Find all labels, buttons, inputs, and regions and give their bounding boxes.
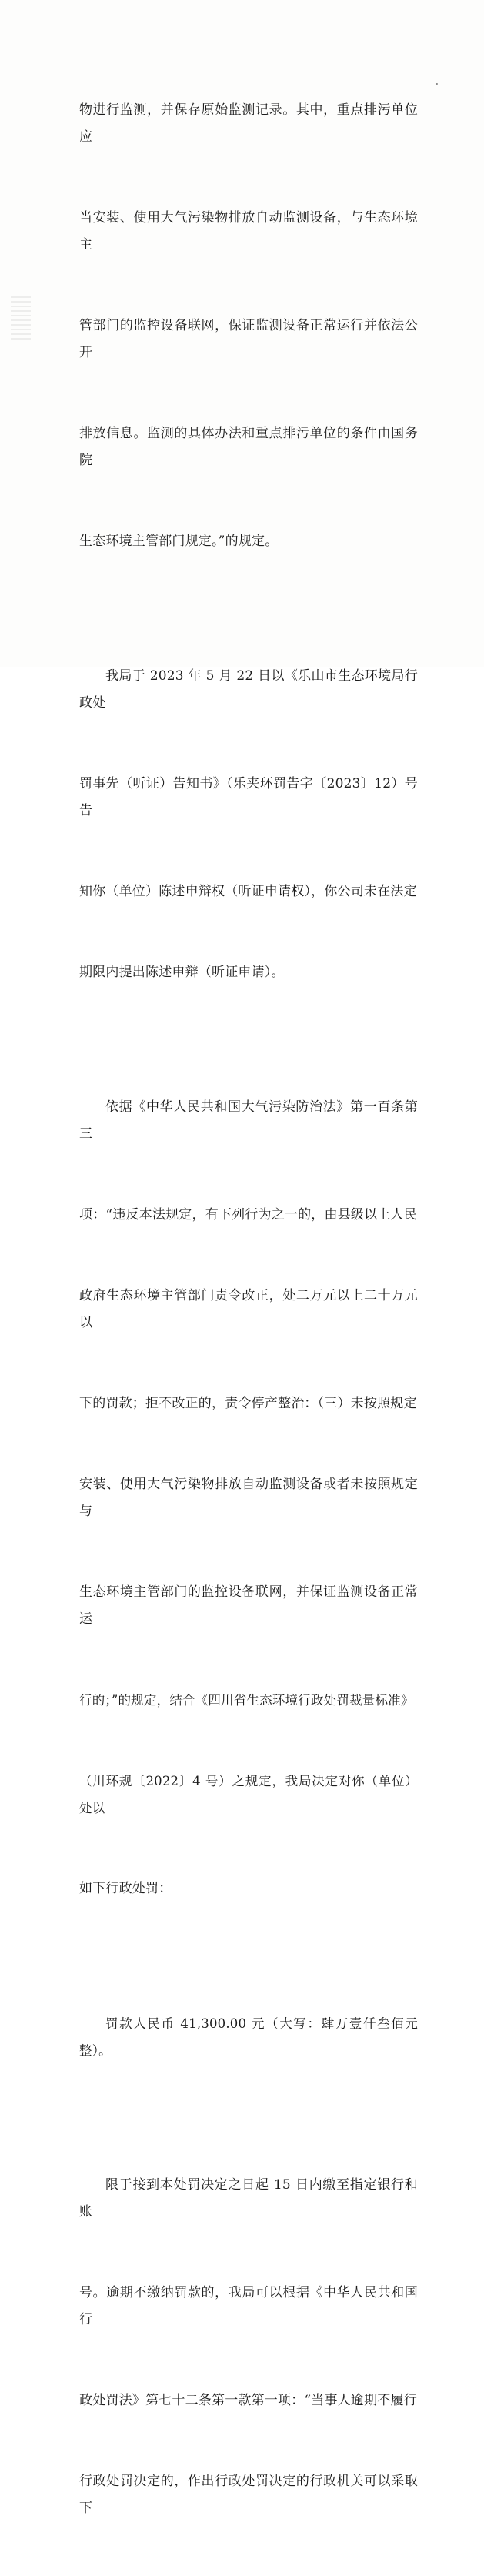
paragraph-monitoring-regulation <box>79 43 418 609</box>
text-line: 生态环境主管部门规定。”的规定。 <box>79 534 279 549</box>
text-line: 行的；”的规定，结合《四川省生态环境行政处罚裁量标准》 <box>79 1693 414 1708</box>
paragraph-payment-deadline <box>79 2118 418 2576</box>
text-line: （川环规〔2022〕4 号）之规定，我局决定对你（单位）处以 <box>79 1774 418 1815</box>
text-line: 如下行政处罚： <box>79 1881 172 1896</box>
text-line: 我局于 2023 年 5 月 22 日以《乐山市生态环境局行政处 <box>79 668 418 711</box>
text-line: 排放信息。监测的具体办法和重点排污单位的条件由国务院 <box>79 426 418 468</box>
text-line: 期限内提出陈述申辩（听证申请）。 <box>79 965 285 980</box>
text-line: 管部门的监控设备联网，保证监测设备正常运行并依法公开 <box>79 318 418 360</box>
text-line: 罚款人民币 41,300.00 元（大写：肆万壹仟叁佰元整）。 <box>79 2016 418 2058</box>
paragraph-prior-notice <box>79 609 418 1040</box>
text-line: 依据《中华人民共和国大气污染防治法》第一百条第三 <box>79 1099 418 1142</box>
text-line: 当安装、使用大气污染物排放自动监测设备，与生态环境主 <box>79 210 418 253</box>
document-body <box>79 43 418 2576</box>
scan-smudge <box>11 296 31 343</box>
text-line: 下的罚款；拒不改正的，责令停产整治：（三）未按照规定 <box>79 1396 417 1411</box>
text-line: 物进行监测，并保存原始监测记录。其中，重点排污单位应 <box>79 102 418 145</box>
text-line: 政处罚法》第七十二条第一款第一项：“当事人逾期不履行 <box>79 2393 417 2408</box>
paragraph-penalty-amount <box>79 1956 418 2118</box>
text-line: 项：“违反本法规定，有下列行为之一的，由县级以上人民 <box>79 1207 417 1223</box>
text-line: 政府生态环境主管部门责令改正，处二万元以上二十万元以 <box>79 1288 418 1330</box>
text-line: 号。逾期不缴纳罚款的，我局可以根据《中华人民共和国行 <box>79 2285 418 2327</box>
scan-speck <box>436 83 438 85</box>
text-line: 生态环境主管部门的监控设备联网，并保证监测设备正常运 <box>79 1584 418 1627</box>
paragraph-legal-basis <box>79 1040 418 1956</box>
text-line: 安装、使用大气污染物排放自动监测设备或者未按照规定与 <box>79 1477 418 1519</box>
text-line: 知你（单位）陈述申辩权（听证申请权），你公司未在法定 <box>79 884 417 899</box>
text-line: 行政处罚决定的，作出行政处罚决定的行政机关可以采取下 <box>79 2474 418 2516</box>
text-line: 限于接到本处罚决定之日起 15 日内缴至指定银行和账 <box>79 2177 418 2220</box>
text-line: 罚事先（听证）告知书》（乐夹环罚告字〔2023〕12）号告 <box>79 776 418 818</box>
